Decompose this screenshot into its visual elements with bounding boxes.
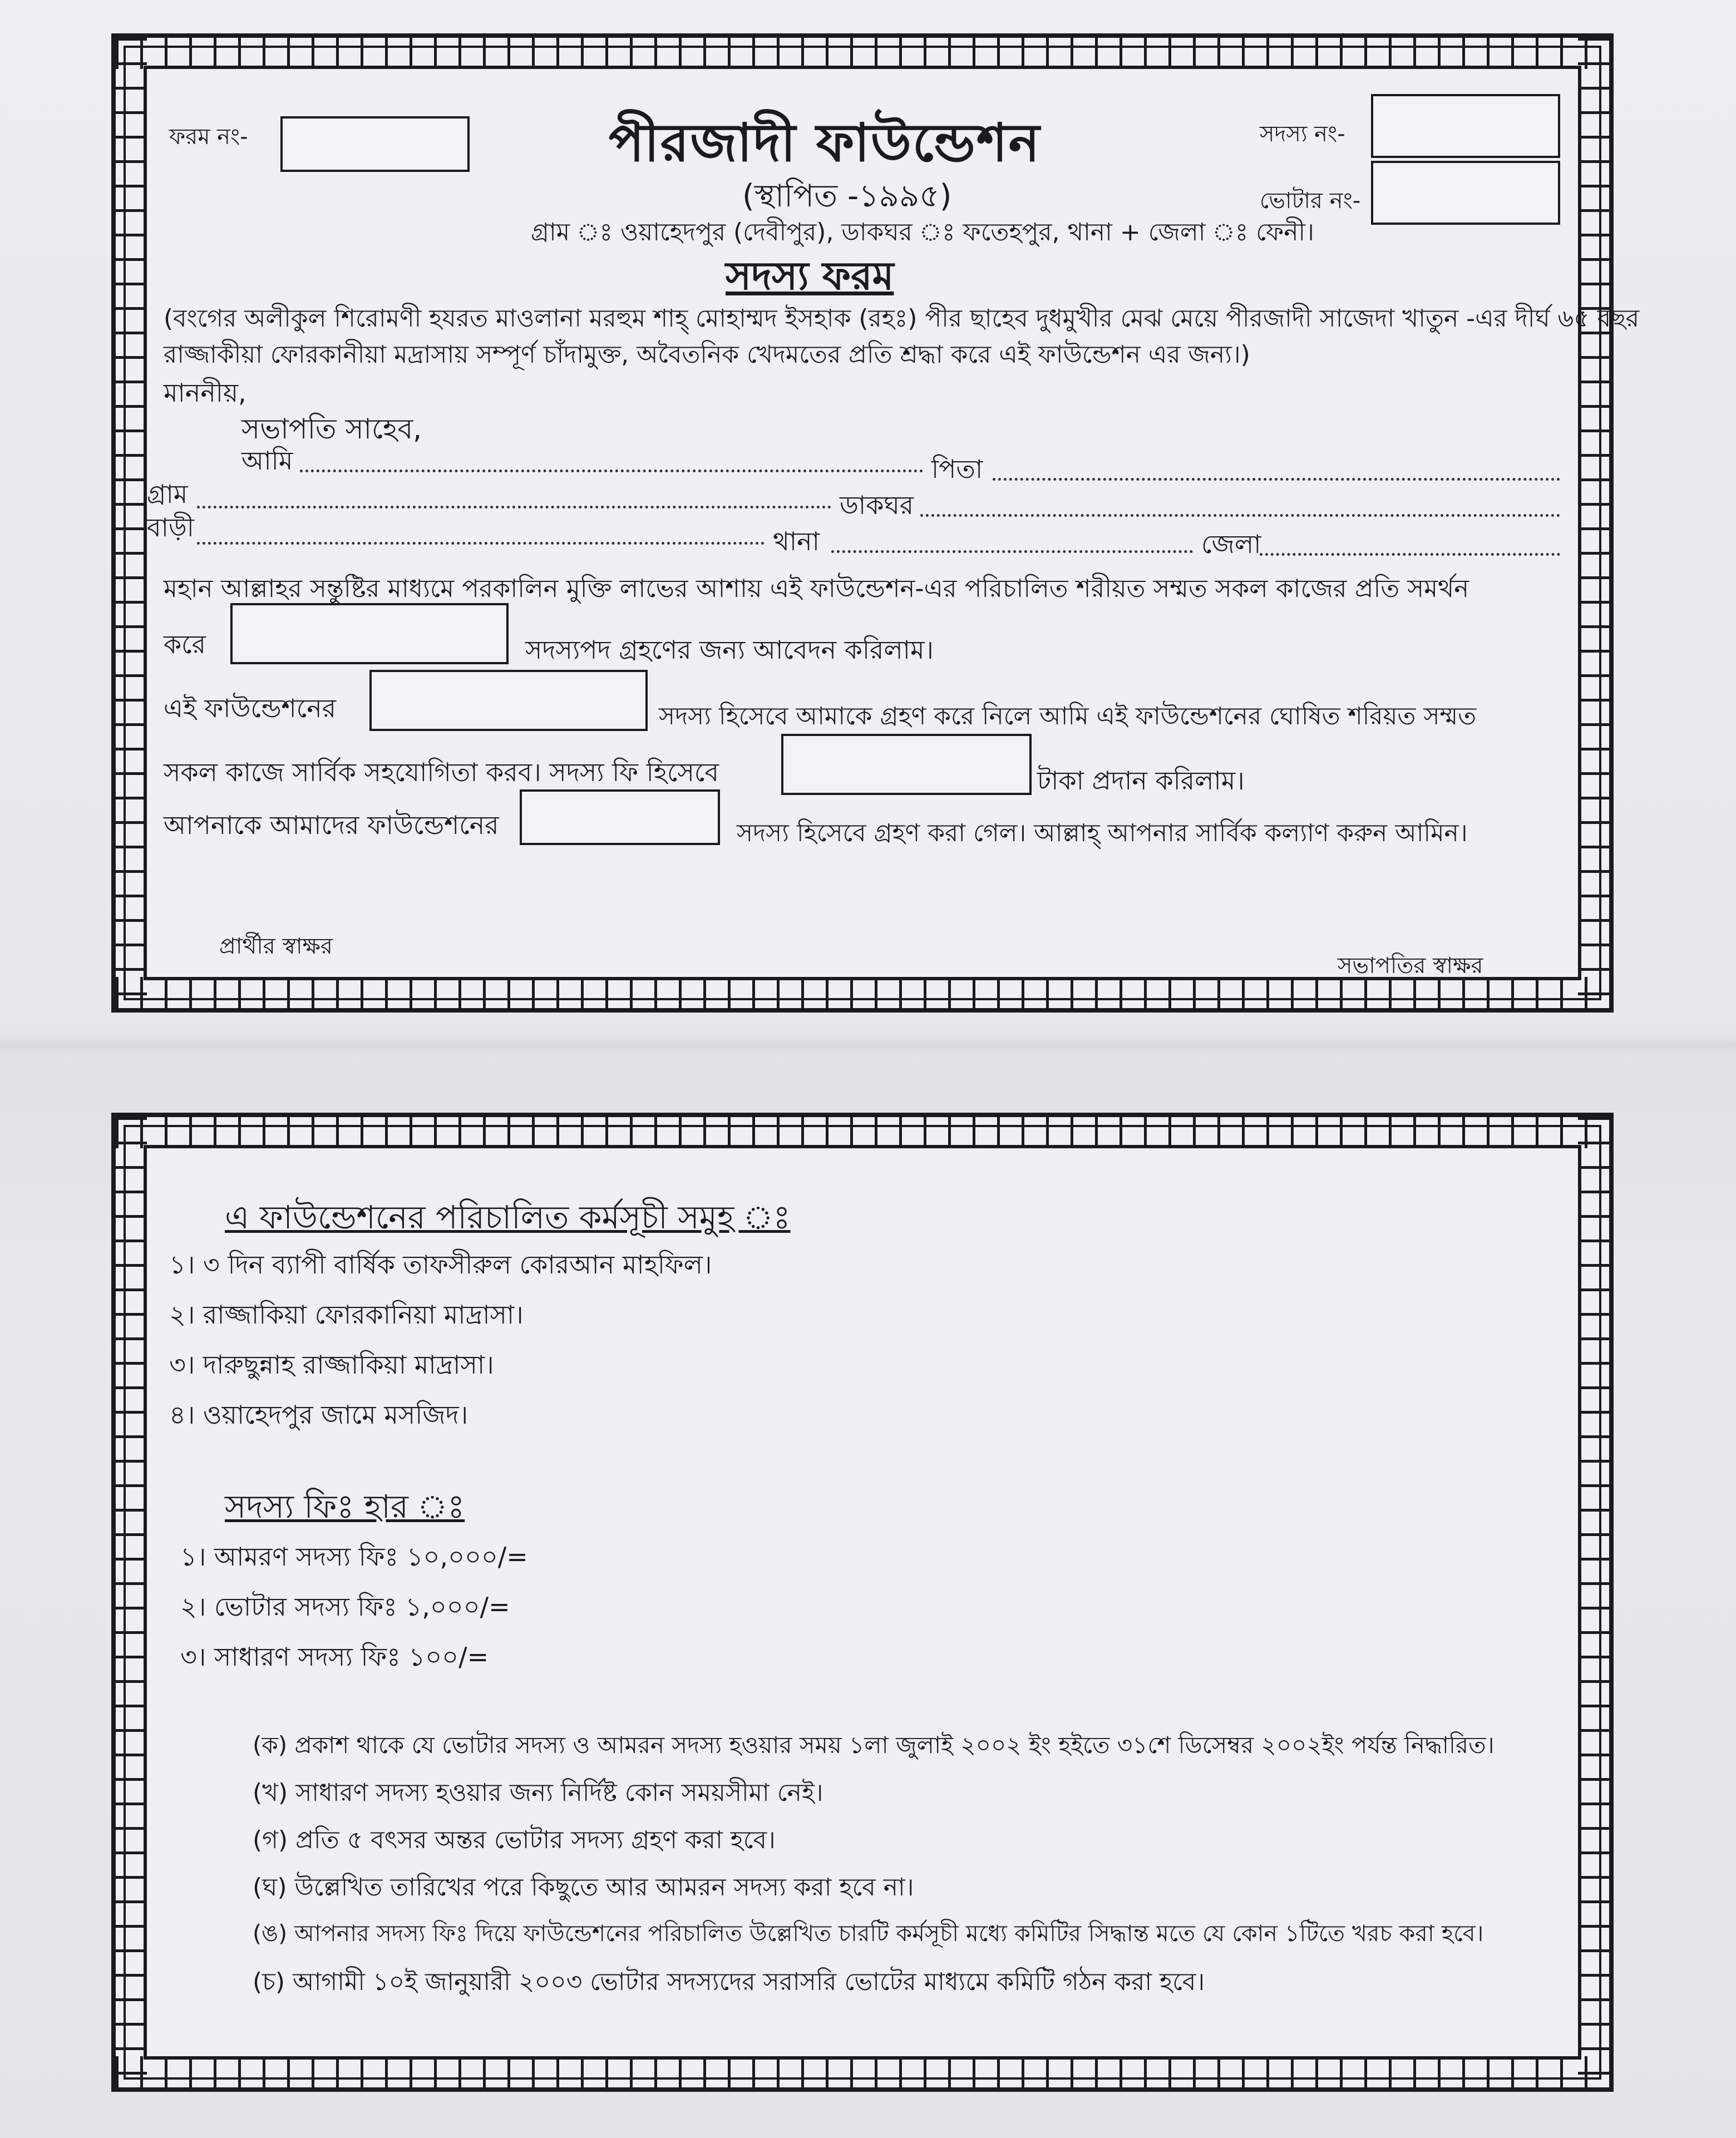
intro-line-1: (বংগের অলীকুল শিরোমণী হযরত মাওলানা মরহুম শাহ্ মোহাম্মদ ইসহাক (রহঃ) পীর ছাহেব দুধমুখীর মেঝ মেয়ে পীরজাদী সাজেদা খাতুন -এর দীর্ঘ ৬৫ বছর bbox=[164, 304, 1640, 333]
form-title: সদস্য ফরম bbox=[726, 253, 894, 299]
thana-field[interactable] bbox=[831, 550, 1193, 553]
label-thana: থানা bbox=[773, 526, 820, 556]
member-no-field[interactable] bbox=[1371, 94, 1560, 158]
fees-heading: সদস্য ফিঃ হার ঃ bbox=[225, 1488, 465, 1525]
program-item: ২। রাজ্জাকিয়া ফোরকানিয়া মাদ্রাসা। bbox=[169, 1300, 524, 1330]
para-kore: করে bbox=[164, 629, 206, 659]
programs-heading: এ ফাউন্ডেশনের পরিচালিত কর্মসূচী সমুহ ঃ bbox=[225, 1198, 791, 1236]
name-field[interactable] bbox=[300, 470, 923, 472]
program-item: ১। ৩ দিন ব্যাপী বার্ষিক তাফসীরুল কোরআন মাহফিল। bbox=[169, 1250, 712, 1280]
org-name: পীরজাদী ফাউন্ডেশন bbox=[609, 113, 1041, 174]
salutation: মাননীয়, bbox=[164, 378, 246, 408]
label-gram: গ্রাম bbox=[147, 479, 188, 509]
para-line-3-start: এই ফাউন্ডেশনের bbox=[164, 693, 337, 723]
fee-amount-field[interactable] bbox=[781, 734, 1032, 795]
para-line-5-start: আপনাকে আমাদের ফাউন্ডেশনের bbox=[164, 810, 499, 840]
member-no-label: সদস্য নং- bbox=[1260, 121, 1345, 147]
note-item: (ক) প্রকাশ থাকে যে ভোটার সদস্য ও আমরন সদস্য হওয়ার সময় ১লা জুলাই ২০০২ ইং হইতে ৩১শে ডিসেম্বর ২০০২ইং পর্যন্ত নিদ্ধারিত। bbox=[253, 1731, 1495, 1759]
voter-no-field[interactable] bbox=[1371, 161, 1560, 225]
label-pita: পিতা bbox=[931, 454, 983, 484]
note-item: (গ) প্রতি ৫ বৎসর অন্তর ভোটার সদস্য গ্রহণ করা হবে। bbox=[253, 1826, 776, 1854]
support-field[interactable] bbox=[230, 603, 509, 664]
para-line-4-rest: টাকা প্রদান করিলাম। bbox=[1037, 766, 1245, 796]
para-line-1: মহান আল্লাহর সন্তুষ্টির মাধ্যমে পরকালিন মুক্তি লাভের আশায় এই ফাউন্ডেশন-এর পরিচালিত শরীয়ত সম্মত সকল কাজের প্রতি সমর্থন bbox=[164, 574, 1469, 603]
president-signature: সভাপতির স্বাক্ষর bbox=[1338, 953, 1483, 979]
membership-form-frame bbox=[111, 33, 1640, 1013]
label-dakghar: ডাকঘর bbox=[840, 490, 914, 520]
post-office-field[interactable] bbox=[920, 514, 1560, 517]
org-address: গ্রাম ঃ ওয়াহেদপুর (দেবীপুর), ডাকঘর ঃ ফতেহপুর, থানা + জেলা ঃ ফেনী। bbox=[531, 218, 1314, 246]
note-item: (চ) আগামী ১০ই জানুয়ারী ২০০৩ ভোটার সদস্যদের সরাসরি ভোটের মাধ্যমে কমিটি গঠন করা হবে। bbox=[253, 1968, 1205, 1996]
info-panel bbox=[144, 1145, 1581, 2060]
note-item: (ঘ) উল্লেখিত তারিখের পরে কিছুতে আর আমরন সদস্য করা হবে না। bbox=[253, 1873, 914, 1902]
program-item: ৪। ওয়াহেদপুর জামে মসজিদ। bbox=[169, 1400, 468, 1430]
fee-item: ১। আমরণ সদস্য ফিঃ ১০,০০০/= bbox=[180, 1542, 528, 1572]
note-item: (ঙ) আপনার সদস্য ফিঃ দিয়ে ফাউন্ডেশনের পরিচালিত উল্লেখিত চারটি কর্মসূচী মধ্যে কমিটির সিদ্ধান্ত মতে যে কোন ১টিতে খরচ করা হবে। bbox=[253, 1920, 1484, 1947]
accepted-type-field[interactable] bbox=[520, 789, 720, 845]
para-line-4-start: সকল কাজে সার্বিক সহযোগিতা করব। সদস্য ফি হিসেবে bbox=[164, 757, 719, 787]
established-year: (স্থাপিত -১৯৯৫) bbox=[742, 178, 952, 214]
voter-no-label: ভোটার নং- bbox=[1260, 188, 1361, 214]
applicant-signature: প্রার্থীর স্বাক্ষর bbox=[219, 934, 333, 959]
house-field[interactable] bbox=[197, 542, 765, 545]
fee-item: ২। ভোটার সদস্য ফিঃ ১,০০০/= bbox=[180, 1592, 510, 1622]
info-frame bbox=[111, 1113, 1614, 2092]
label-bari: বাড়ী bbox=[147, 512, 194, 542]
village-field[interactable] bbox=[197, 506, 831, 508]
father-name-field[interactable] bbox=[993, 478, 1560, 481]
para-line-2: সদস্যপদ গ্রহণের জন্য আবেদন করিলাম। bbox=[525, 635, 934, 665]
form-no-label: ফরম নং- bbox=[169, 124, 248, 150]
district-field[interactable] bbox=[1260, 553, 1560, 556]
note-item: (খ) সাধারণ সদস্য হওয়ার জন্য নির্দিষ্ট কোন সময়সীমা নেই। bbox=[253, 1779, 823, 1807]
fold-shadow bbox=[0, 1035, 1736, 1057]
para-line-3-rest: সদস্য হিসেবে আমাকে গ্রহণ করে নিলে আমি এই ফাউন্ডেশনের ঘোষিত শরিয়ত সম্মত bbox=[659, 702, 1477, 730]
intro-line-2: রাজ্জাকীয়া ফোরকানীয়া মদ্রাসায় সম্পূর্ণ চাঁদামুক্ত, অবৈতনিক খেদমতের প্রতি শ্রদ্ধা করে এই ফাউন্ডেশন এর জন্য।) bbox=[164, 340, 1250, 369]
label-zila: জেলা bbox=[1201, 529, 1261, 559]
label-ami: আমি bbox=[241, 446, 293, 476]
membership-form bbox=[144, 66, 1640, 980]
form-no-field[interactable] bbox=[280, 116, 470, 172]
program-item: ৩। দারুছুন্নাহ রাজ্জাকিয়া মাদ্রাসা। bbox=[169, 1350, 494, 1380]
fee-item: ৩। সাধারণ সদস্য ফিঃ ১০০/= bbox=[180, 1642, 489, 1672]
member-type-field[interactable] bbox=[369, 670, 648, 731]
addressee: সভাপতি সাহেব, bbox=[241, 413, 422, 445]
para-line-5-rest: সদস্য হিসেবে গ্রহণ করা গেল। আল্লাহ্ আপনার সার্বিক কল্যাণ করুন আমিন। bbox=[737, 819, 1468, 847]
